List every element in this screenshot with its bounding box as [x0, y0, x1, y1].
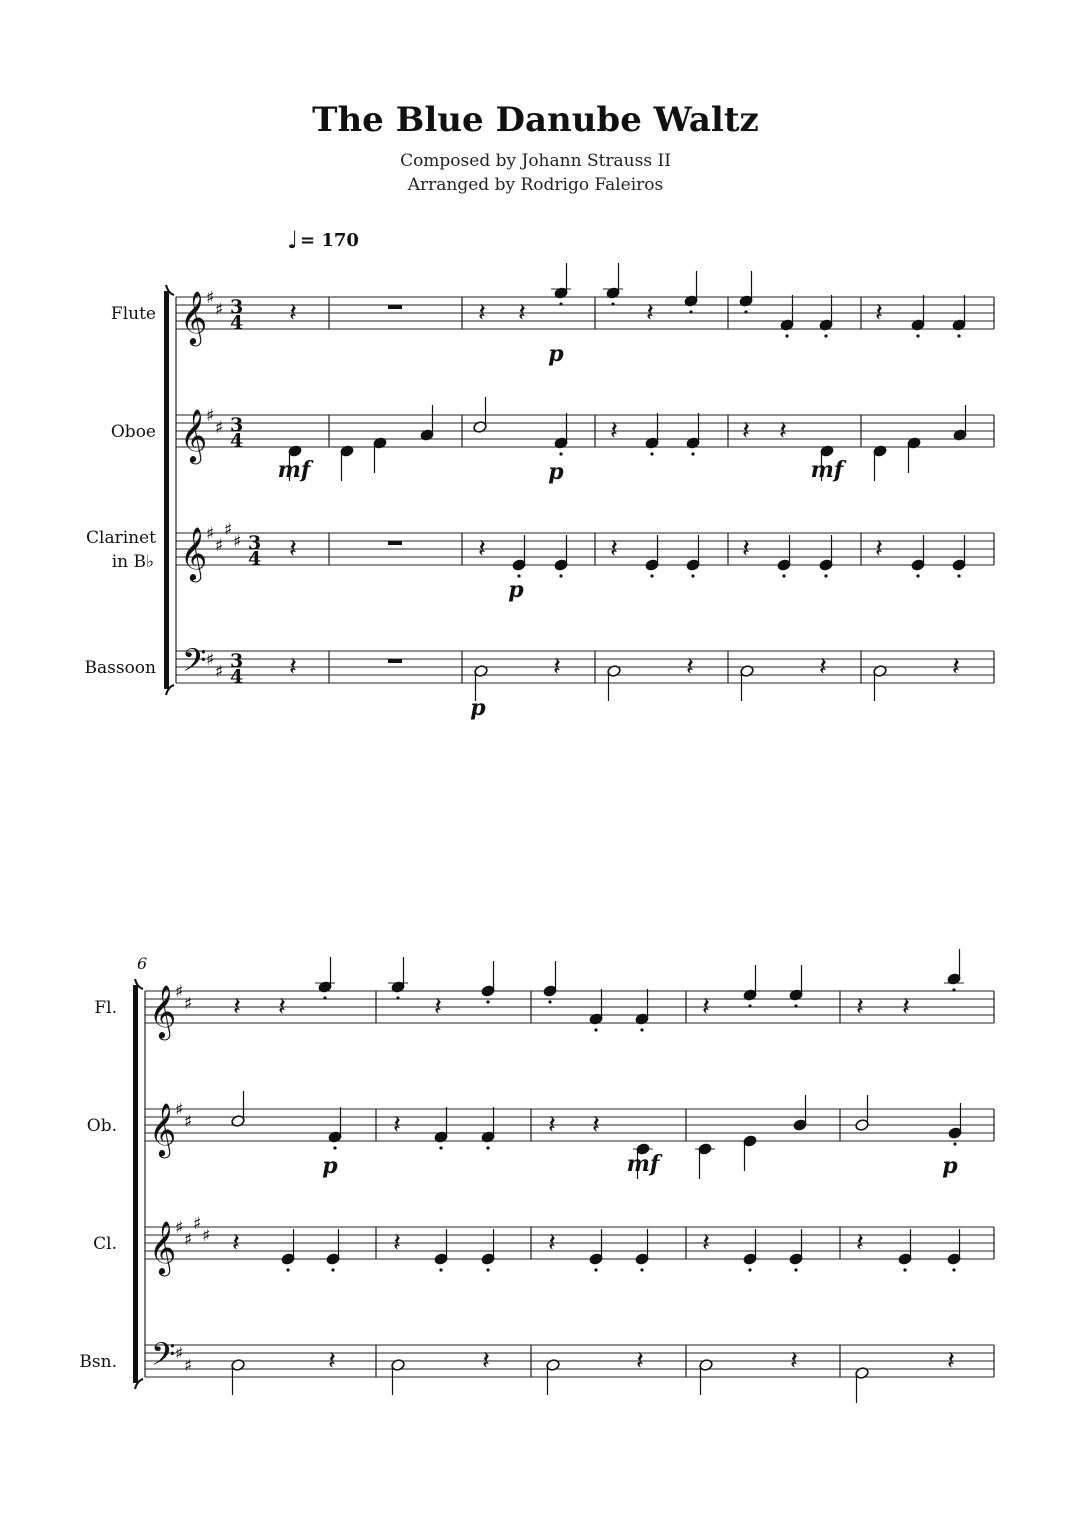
quarter-rest-icon: 𝄽 [610, 416, 618, 446]
key-signature-sharp-icon: ♯ [215, 662, 224, 682]
quarter-rest-icon: 𝄽 [702, 1228, 710, 1258]
whole-rest-icon [388, 305, 402, 309]
staccato-dot [691, 452, 694, 455]
treble-clef-icon: 𝄞 [149, 1220, 177, 1274]
key-signature-sharp-icon: ♯ [202, 1226, 211, 1246]
quarter-rest-icon: 𝄽 [742, 416, 750, 446]
instrument-name: Flute [110, 304, 156, 324]
staccato-dot [952, 988, 955, 991]
quarter-rest-icon: 𝄽 [875, 298, 883, 328]
time-signature-top: 3 [230, 650, 244, 672]
dynamic-marking: mf [626, 1151, 660, 1177]
staccato-dot [916, 334, 919, 337]
quarter-rest-icon: 𝄽 [636, 1346, 644, 1376]
staccato-dot [611, 302, 614, 305]
whole-rest-icon [388, 659, 402, 663]
staccato-dot [640, 1028, 643, 1031]
staccato-dot [396, 996, 399, 999]
quarter-rest-icon: 𝄽 [819, 652, 827, 682]
key-signature-sharp-icon: ♯ [184, 1356, 193, 1376]
quarter-rest-icon: 𝄽 [856, 1228, 864, 1258]
tempo-marking: = 170 [300, 230, 359, 251]
dynamic-marking: p [322, 1153, 338, 1179]
staccato-dot [559, 302, 562, 305]
quarter-rest-icon: 𝄽 [289, 298, 297, 328]
key-signature-sharp-icon: ♯ [215, 300, 224, 320]
staccato-dot [785, 334, 788, 337]
quarter-rest-icon: 𝄽 [232, 1228, 240, 1258]
staccato-dot [650, 574, 653, 577]
key-signature-sharp-icon: ♯ [175, 1344, 184, 1364]
quarter-note-icon: ♩ [287, 226, 299, 254]
quarter-rest-icon: 𝄽 [548, 1110, 556, 1140]
treble-clef-icon: 𝄞 [180, 526, 208, 580]
key-signature-sharp-icon: ♯ [206, 650, 215, 670]
staccato-dot [559, 574, 562, 577]
staccato-dot [439, 1146, 442, 1149]
staccato-dot [286, 1268, 289, 1271]
staccato-dot [594, 1268, 597, 1271]
quarter-rest-icon: 𝄽 [592, 1110, 600, 1140]
key-signature-sharp-icon: ♯ [193, 1214, 202, 1234]
instrument-name-line2: in B♭ [111, 552, 154, 572]
dynamic-marking: mf [277, 457, 311, 483]
quarter-rest-icon: 𝄽 [278, 992, 286, 1022]
staccato-dot [744, 310, 747, 313]
bass-clef-icon: 𝄢 [151, 1336, 176, 1380]
system-bracket [164, 291, 169, 689]
quarter-rest-icon: 𝄽 [702, 992, 710, 1022]
key-signature-sharp-icon: ♯ [215, 418, 224, 438]
staccato-dot [952, 1268, 955, 1271]
dynamic-marking: p [508, 577, 524, 603]
staccato-dot [748, 1268, 751, 1271]
arranger-credit: Arranged by Rodrigo Faleiros [407, 175, 664, 195]
bass-clef-icon: 𝄢 [182, 642, 207, 686]
quarter-rest-icon: 𝄽 [742, 534, 750, 564]
quarter-rest-icon: 𝄽 [393, 1110, 401, 1140]
dynamic-marking: mf [810, 457, 844, 483]
staccato-dot [957, 334, 960, 337]
staccato-dot [782, 574, 785, 577]
time-signature-bottom: 4 [230, 312, 244, 334]
dynamic-marking: p [548, 459, 564, 485]
key-signature-sharp-icon: ♯ [184, 994, 193, 1014]
time-signature-bottom: 4 [230, 666, 244, 688]
time-signature-top: 3 [230, 414, 244, 436]
staccato-dot [650, 452, 653, 455]
quarter-rest-icon: 𝄽 [289, 534, 297, 564]
staccato-dot [594, 1028, 597, 1031]
instrument-name: Cl. [93, 1234, 117, 1254]
key-signature-sharp-icon: ♯ [233, 532, 242, 552]
quarter-rest-icon: 𝄽 [434, 992, 442, 1022]
staccato-dot [957, 574, 960, 577]
measure-number: 6 [137, 954, 148, 973]
staccato-dot [689, 310, 692, 313]
staccato-dot [486, 1268, 489, 1271]
instrument-name: Fl. [94, 998, 117, 1018]
time-signature-top: 3 [230, 296, 244, 318]
quarter-rest-icon: 𝄽 [779, 416, 787, 446]
quarter-rest-icon: 𝄽 [646, 298, 654, 328]
time-signature-bottom: 4 [230, 430, 244, 452]
instrument-name: Oboe [110, 422, 156, 442]
quarter-rest-icon: 𝄽 [856, 992, 864, 1022]
quarter-rest-icon: 𝄽 [393, 1228, 401, 1258]
treble-clef-icon: 𝄞 [149, 1102, 177, 1156]
quarter-rest-icon: 𝄽 [328, 1346, 336, 1376]
quarter-rest-icon: 𝄽 [790, 1346, 798, 1376]
staccato-dot [439, 1268, 442, 1271]
quarter-rest-icon: 𝄽 [952, 652, 960, 682]
key-signature-sharp-icon: ♯ [206, 288, 215, 308]
treble-clef-icon: 𝄞 [180, 290, 208, 344]
quarter-rest-icon: 𝄽 [902, 992, 910, 1022]
instrument-name: Bassoon [84, 658, 156, 678]
time-signature-top: 3 [248, 532, 262, 554]
staccato-dot [333, 1146, 336, 1149]
score-title: The Blue Danube Waltz [312, 100, 759, 140]
key-signature-sharp-icon: ♯ [215, 536, 224, 556]
dynamic-marking: p [470, 695, 486, 721]
instrument-name: Ob. [86, 1116, 117, 1136]
key-signature-sharp-icon: ♯ [184, 1230, 193, 1250]
system-bracket [133, 985, 138, 1383]
instrument-name: Clarinet [86, 528, 156, 548]
treble-clef-icon: 𝄞 [180, 408, 208, 462]
staccato-dot [548, 1000, 551, 1003]
key-signature-sharp-icon: ♯ [175, 1218, 184, 1238]
treble-clef-icon: 𝄞 [149, 984, 177, 1038]
staccato-dot [953, 1142, 956, 1145]
composer-credit: Composed by Johann Strauss II [400, 151, 671, 171]
key-signature-sharp-icon: ♯ [206, 406, 215, 426]
whole-rest-icon [388, 541, 402, 545]
staccato-dot [559, 452, 562, 455]
staccato-dot [794, 1268, 797, 1271]
quarter-rest-icon: 𝄽 [947, 1346, 955, 1376]
quarter-rest-icon: 𝄽 [610, 534, 618, 564]
staccato-dot [691, 574, 694, 577]
quarter-rest-icon: 𝄽 [518, 298, 526, 328]
staccato-dot [640, 1268, 643, 1271]
staccato-dot [331, 1268, 334, 1271]
key-signature-sharp-icon: ♯ [175, 982, 184, 1002]
staccato-dot [824, 334, 827, 337]
instrument-name: Bsn. [79, 1352, 117, 1372]
quarter-rest-icon: 𝄽 [482, 1346, 490, 1376]
quarter-rest-icon: 𝄽 [289, 652, 297, 682]
quarter-rest-icon: 𝄽 [548, 1228, 556, 1258]
quarter-rest-icon: 𝄽 [553, 652, 561, 682]
key-signature-sharp-icon: ♯ [206, 524, 215, 544]
key-signature-sharp-icon: ♯ [175, 1100, 184, 1120]
quarter-rest-icon: 𝄽 [875, 534, 883, 564]
staccato-dot [903, 1268, 906, 1271]
staccato-dot [824, 574, 827, 577]
staccato-dot [486, 1146, 489, 1149]
dynamic-marking: p [548, 341, 564, 367]
quarter-rest-icon: 𝄽 [478, 534, 486, 564]
staccato-dot [916, 574, 919, 577]
key-signature-sharp-icon: ♯ [224, 520, 233, 540]
quarter-rest-icon: 𝄽 [478, 298, 486, 328]
staccato-dot [748, 1004, 751, 1007]
time-signature-bottom: 4 [248, 548, 262, 570]
staccato-dot [323, 996, 326, 999]
quarter-rest-icon: 𝄽 [233, 992, 241, 1022]
staccato-dot [486, 1000, 489, 1003]
quarter-rest-icon: 𝄽 [686, 652, 694, 682]
staccato-dot [794, 1004, 797, 1007]
key-signature-sharp-icon: ♯ [184, 1112, 193, 1132]
dynamic-marking: p [942, 1153, 958, 1179]
